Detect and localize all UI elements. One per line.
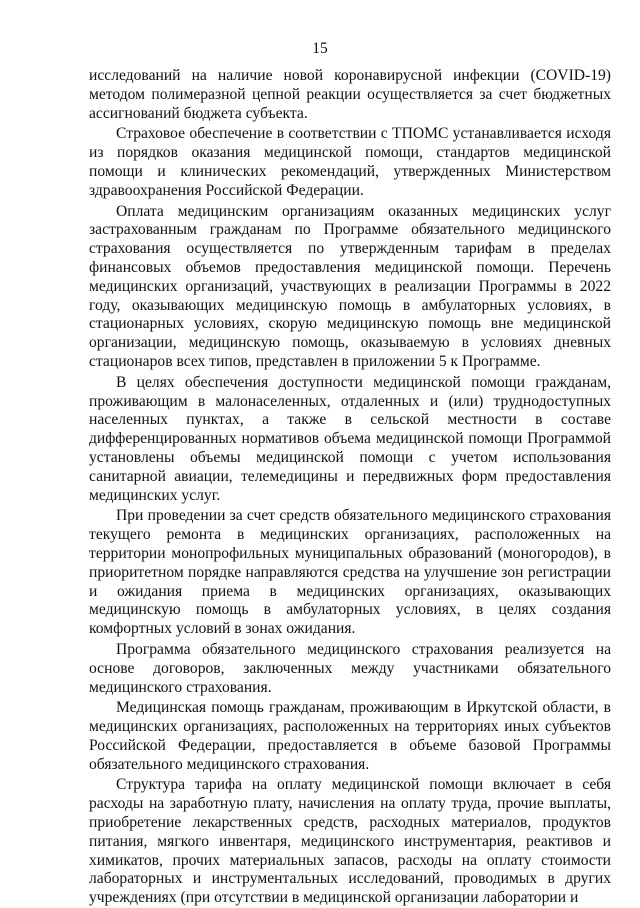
paragraph: Программа обязательного медицинского страхования реализуется на основе договоров, заключенных между участниками обязательного медицинского страхования. [89, 640, 611, 696]
paragraph: Медицинская помощь гражданам, проживающим в Иркутской области, в медицинских организациях, расположенных на территориях иных субъектов Российской Федерации, предоставляется в объеме базовой Программы обязательного медицинского страхования. [89, 699, 611, 773]
paragraph: исследований на наличие новой коронавирусной инфекции (COVID-19) методом полимеразной цепной реакции осуществляется за счет бюджетных ассигнований бюджета субъекта. [89, 67, 611, 122]
paragraph: Структура тарифа на оплату медицинской помощи включает в себя расходы на заработную плату, начисления на оплату труда, прочие выплаты, приобретение лекарственных средств, расходных материалов, продуктов питания, мягкого инвентаря, медицинского инструментария, реактивов и химикатов, прочих материальных запасов, расходы на оплату стоимости лабораторных и инструментальных исследований, проводимых в других учреждениях (при отсутствии в медицинской организации лаборатории и [89, 776, 611, 907]
page-number: 15 [312, 40, 328, 57]
paragraph: Оплата медицинским организациям оказанных медицинских услуг застрахованным гражданам по Программе обязательного медицинского страхования осуществляется по утвержденным тарифам в пределах финансовых объемов предоставления медицинской помощи. Перечень медицинских организаций, участвующих в реализации Программы в 2022 году, оказывающих медицинскую помощь в амбулаторных условиях, в стационарных условиях, скорую медицинскую помощь вне медицинской организации, медицинскую помощь, оказываемую в условиях дневных стационаров всех типов, представлен в приложении 5 к Программе. [89, 202, 611, 370]
document-body [89, 67, 611, 908]
paragraph: При проведении за счет средств обязательного медицинского страхования текущего ремонта в медицинских организациях, расположенных на территории монопрофильных муниципальных образований (моногородов), в приоритетном порядке направляются средства на улучшение зон регистрации и ожидания приема в медицинских организациях, оказывающих медицинскую помощь в амбулаторных условиях, в целях создания комфортных условий в зонах ожидания. [89, 507, 611, 638]
paragraph: В целях обеспечения доступности медицинской помощи гражданам, проживающим в малонаселенных, отдаленных и (или) труднодоступных населенных пунктах, а также в сельской местности в составе дифференцированных нормативов объема медицинской помощи Программой установлены объемы медицинской помощи с учетом использования санитарной авиации, телемедицины и передвижных форм предоставления медицинских услуг. [89, 373, 611, 504]
paragraph: Страховое обеспечение в соответствии с ТПОМС устанавливается исходя из порядков оказания медицинской помощи, стандартов медицинской помощи и клинических рекомендаций, утвержденных Министерством здравоохранения Российской Федерации. [89, 125, 611, 199]
